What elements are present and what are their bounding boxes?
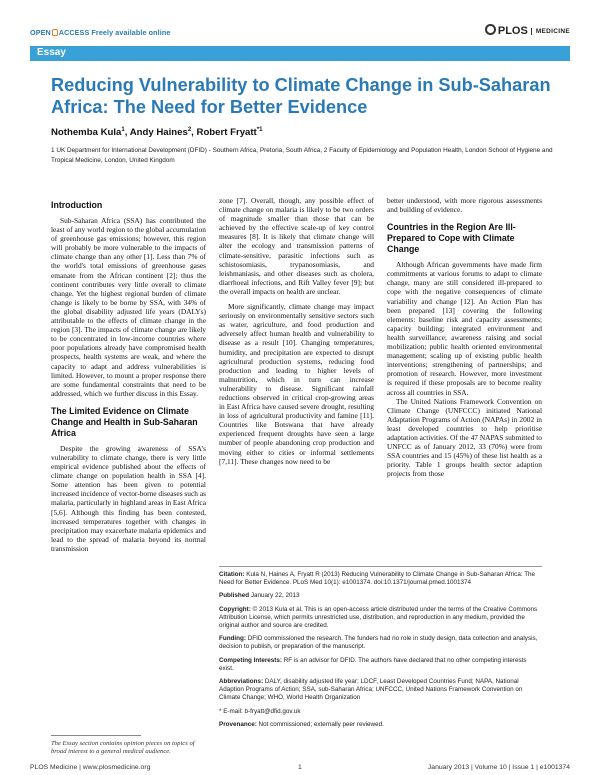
author-name: Andy Haines — [129, 127, 188, 139]
abbreviations: Abbreviations: DALY, disability adjusted life year; LDCF, Least Developed Countries Fund; NAPA, National Adaption Programs of Action; SSA, sub-Saharan Africa; UNFCCC, United Nations Framework Convention on Climate Change; WHO, World Health Organization — [219, 678, 523, 702]
paragraph: Sub-Saharan Africa (SSA) has contributed the least of any world region to the global accumulation of greenhouse gas emissions; however, this region will probably be more vulnerable to the impacts of climate change than any other [1]. Less than 7% of the world's total emissions of greenhouse gases emanate from the African continent [2]; thus the continent contributes very little overall to climate change. Yet the highest regional burden of climate change is likely to be borne by SSA, with 34% of the global disability adjusted life years (DALYs) attributable to the effects of climate change in the region [3]. The impacts of climate change are likely to be concentrated in low-income countries where poor populations already have compromised health prospects, health systems are weak, and where the capacity to adapt and address vulnerabilities is limited. However, to mount a proper response there are some fundamental constraints that need to be addressed, which we further discuss in this Essay. — [51, 216, 206, 398]
paragraph: Despite the growing awareness of SSA's vulnerability to climate change, there is very little empirical evidence published about the effects of climate change on population health in SSA [4]. Some attention has been given to potential increased incidence of vector-borne diseases such as malaria, particularly in highland areas in East Africa [5,6]. Although this finding has been contested, increased temperatures together with changes in precipitation may exacerbate malaria epidemics and lead to the spread of malaria beyond its normal transmission — [51, 443, 206, 553]
essay-section-note: The Essay section contains opinion pieces on topics of broad interest to a general medical audience. — [51, 740, 195, 755]
column-3 — [387, 196, 542, 478]
footnote-rule — [51, 735, 141, 736]
column-2 — [219, 196, 374, 466]
section-heading: Introduction — [51, 200, 103, 210]
footer-issue: January 2013 | Volume 10 | Issue 1 | e1001374 — [427, 764, 570, 771]
author-name: Robert Fryatt — [196, 127, 257, 139]
top-header — [30, 24, 570, 44]
paragraph: better understood, with more rigorous assessments and building of evidence. — [387, 196, 542, 215]
provenance: Provenance: Not commissioned; externally peer reviewed. — [219, 720, 384, 728]
copyright: Copyright: © 2013 Kula et al. This is an open-access article distributed under the terms of the Creative Commons Attribution License, which permits unrestricted use, distribution, and reproduction in any medium, provided the original author and source are credited. — [219, 605, 538, 630]
article-type-banner — [30, 46, 570, 61]
author-name: Nothemba Kula — [51, 127, 122, 139]
competing-interests: Competing Interests: RF is an advisor for DFID. The authors have declared that no other competing interests exist. — [219, 656, 527, 672]
open-access-lock-icon — [52, 29, 58, 36]
author-email: * E-mail: b-fryatt@dfid.gov.uk — [219, 707, 301, 715]
open-access-label: OPEN ACCESS Freely available online — [30, 28, 171, 37]
section-heading: The Limited Evidence on Climate Change and Health in Sub-Saharan Africa — [51, 405, 198, 438]
paragraph: zone [7]. Overall, though, any possible effect of climate change on malaria is likely to be two orders of magnitude smaller than those that can be achieved by the effective scale-up of key control measures [8]. It is likely that climate change will alter the ecology and transmission patterns of climate-sensitive, parasitic infections such as schistosomiasis, trypanosomiasis, and leishmaniasis, and other diseases such as cholera, diarrhoeal infections, and Rift Valley fever [9]; but the overall impacts on health are unclear. — [219, 196, 374, 296]
published-date: Published January 22, 2013 — [219, 592, 300, 600]
paragraph: The United Nations Framework Convention on Climate Change (UNFCCC) initiated National Adaptation Programs of Action (NAPAs) in 2002 in least developed countries to help prioritise adaptation activities. Of the 47 NAPAS submitted to UNFCC as of January 2012, 33 (70%) were from SSA countries and 15 (45%) of these list health as a priority. Table 1 groups health sector adaption projects from those — [387, 396, 542, 479]
affiliations: 1 UK Department for International Development (DFID) - Southern Africa, Pretoria, South Africa, 2 Faculty of Epidemiology and Population Health, London School of Hygiene and Tropical Medicine, London, United Kingdom — [51, 147, 553, 164]
article-type-label: Essay — [37, 47, 66, 58]
paragraph: More significantly, climate change may impact seriously on environmentally sensitive sectors such as water, agriculture, and food production and adversely affect human health and vulnerability to disease as a result [10]. Changing temperatures, humidity, and precipitation are expected to disrupt agricultural production systems, reducing food production and leading to higher levels of malnutrition, which in turn can increase vulnerability to disease. Significant rainfall reductions observed in critical crop-growing areas in East Africa have caused severe drought, resulting in loss of agricultural productivity and famine [11]. Countries like Botswana that have already experienced frequent droughts have seen a large number of people abandoning crop production and moving either to cities or informal settlements [7,11]. These changes now need to be — [219, 302, 374, 466]
footer-journal: PLOS Medicine | www.plosmedicine.org — [30, 764, 151, 771]
page-number: 1 — [298, 764, 302, 771]
plos-logo-icon — [485, 24, 496, 35]
citation: Citation: Kula N, Haines A, Fryatt R (2013) Reducing Vulnerability to Climate Change in Sub-Saharan Africa: The Need for Better Evidence. PLoS Med 10(1): e1001374. doi:10.1371/journal.pmed.1001374 — [219, 571, 536, 587]
funding: Funding: DFID commissioned the research. The funders had no role in study design, data collection and analysis, decision to publish, or preparation of the manuscript. — [219, 635, 538, 651]
section-heading: Countries in the Region Are Ill-Prepared to Cope with Climate Change — [387, 222, 516, 255]
author-list: Nothemba Kula$^1$, Andy Haines$^2$, Robert Fryatt$^{*1}$ — [51, 127, 263, 139]
paragraph: Although African governments have made firm commitments at various forums to adapt to climate change, many are still considered ill-prepared to cope with the negative consequences of climate variability and change [12]. An Action Plan has been prepared [13] covering the following elements: baseline risk and capacity assessments; capacity building; integrated environment and health surveillance; awareness raising and social mobilization; public health oriented environmental management; scaling up of existing public health interventions; strengthening of partnerships; and promotion of research. However, more investment is required if these proposals are to become reality across all countries in SSA. — [387, 260, 542, 397]
journal-logo: PLOS MEDICINE — [485, 24, 570, 37]
article-title: Reducing Vulnerability to Climate Change in Sub-Saharan Africa: The Need for Better Evidence — [51, 75, 551, 117]
column-1 — [51, 200, 206, 553]
article-info-box — [219, 566, 542, 734]
